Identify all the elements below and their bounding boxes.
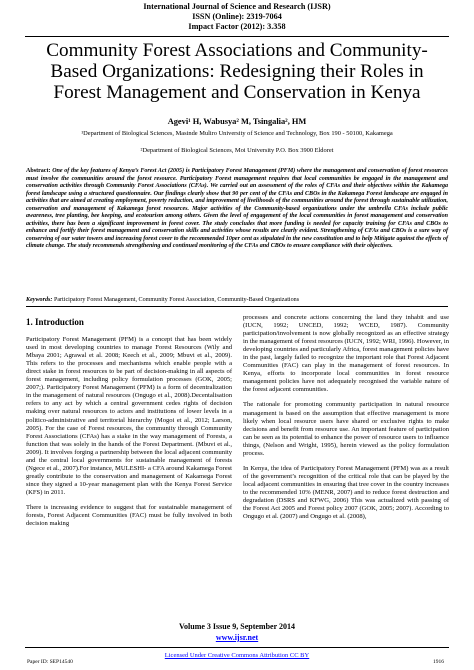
paper-id: Paper ID: SEP14540 bbox=[27, 659, 73, 665]
footer-divider bbox=[25, 647, 449, 648]
journal-header bbox=[0, 2, 474, 32]
paragraph: The rationale for promoting community participation in natural resource management is based on the assumption that effective management is more likely when local resource users have shared or exclusive rights to make decisions and benefit from resource use. An important feature of participation can be seen as its potential to enhance the power of resource users to influence things, (Nelson and Wright, 1995), herein viewed as the policy formulation process. bbox=[243, 401, 449, 457]
left-column bbox=[26, 318, 232, 535]
paragraph: There is increasing evidence to suggest that for sustainable management of forests, Forest Adjacent Communities (FAC) must be fully involved in both decision making bbox=[26, 503, 232, 528]
right-column bbox=[243, 314, 449, 528]
page-number: 1916 bbox=[433, 659, 444, 665]
journal-impact-factor: Impact Factor (2012): 3.358 bbox=[188, 22, 286, 31]
keywords-divider bbox=[26, 306, 448, 307]
abstract-label: Abstract: bbox=[26, 168, 51, 174]
footer-url[interactable] bbox=[0, 633, 474, 642]
paragraph: In Kenya, the idea of Participatory Forest Management (PFM) was as a result of the government’s recognition of the critical role that can be played by the local adjacent communities in ensuring that tree cover in the country increases to the recommended 10% (MENR, 2007) and to reduce forest destruction and degradation (DSRS and KFWG, 2006) This was actualized with passing of the Forest Act 2005 and Forest policy 2007 (GOK, 2005; 2007). According to Ongugo et al. (2007) and Ongugo et al. (2008), bbox=[243, 464, 449, 521]
license-link[interactable]: Licensed Under Creative Commons Attribution CC BY bbox=[164, 652, 310, 659]
journal-url-link[interactable]: www.ijsr.net bbox=[215, 633, 259, 642]
paragraph: Participatory Forest Management (PFM) is a concept that has been widely used in most developing countries to manage Forest Resources (Wily and Mbaya 2001; Agrawal et al. 2008; Keech et al., 2009; Mbuvi et al., 2009). This refers to the processes and mechanisms which enable people with a direct stake in forest resources to be part of decision-making in all aspects of forest management, including policy formulation processes (GOK, 2005; 2007;). Participatory Forest Management (PFM) is a form of decentralization in the management of natural resources (Ongugo et al., 2008).Decentalisation refers to any act by which a central government cedes rights of decision making over natural resources to actors and institutions of lower levels in a politico-administrative and territorial hierarchy (Mogoi et al., 2012; Larson, 2005). For the case of Forest resources, the community through Community Forest Associations (CFAs) has a stake in the way management of Forests, a function that was solely in the hands of the Forest Department. (Mbuvi et al., 2009). It involves forging a partnership between the local adjacent community and the central local governments for sustainable management of forests (Ngece et al., 2007).For instance, MULESHI- a CFA around Kakamega Forest greatly contribute to the conservation and management of Kakamega Forest since they signed a 10-year management plan with the Kenya Forest Service (KFS) in 2011. bbox=[26, 336, 232, 496]
keywords bbox=[26, 296, 448, 304]
keywords-text: Participatory Forest Management, Community Forest Association, Community-Based Organizations bbox=[53, 297, 300, 303]
keywords-label: Keywords: bbox=[26, 297, 53, 303]
journal-name: International Journal of Science and Research (IJSR) bbox=[143, 2, 331, 11]
abstract-text: One of the key features of Kenya’s Forest Act (2005) is Participatory Forest Management (PFM) where the management and conservation of forest resources must involve the communities around the forest resource. Participatory Forest management requires that local communities be engaged in the management and conservation activities through Community Forest Associations (CFAs). We carried out an assessment of the roles of CFAs and their objectives within the Kakamega forest landscape using a structured questionnaire. Our findings clearly show that 90 per cent of the CFAs and CBOs in the Kakamega Forest landscape are engaged in activities that are aimed at creating employment, poverty reduction, and improvement of livelihoods of the communities around the forest through sustainable utilization, conservation and management of Kakamega forest resources. Major activities of the Community-based organizations under the umbrella CFAs include public awareness, tree planting, bee keeping, and ecotourism among others. Given the level of engagement of the local communities in forest management and conservation activities, there has been a significant improvement in forest cover. The study concludes that more funding is needed for capacity training for CFAs and CBOs to enhance and fortify their forest management and conservation skills and activities whose results are clearly evident. Strengthening of CFAs and CBOs is a sure way of conserving of our water towers and increasing forest cover to the recommended 10per cent as stipulated in the new constitution and to help Mitigate against the effects of climate change. The study recommends strengthening and continued monitoring of the CFAs and CBOs to ensure compliance with their objectives. bbox=[26, 168, 448, 249]
affiliation-2: ²Department of Biological Sciences, Moi University P.O. Box 3900 Eldoret bbox=[140, 147, 334, 154]
affiliation-1: ¹Department of Biological Sciences, Masinde Muliro University of Science and Technology, Box 190 - 50100, Kakamega bbox=[81, 130, 393, 137]
paper-title: Community Forest Associations and Community-Based Organizations: Redesigning their Roles in Forest Management and Conservation in Kenya bbox=[46, 40, 428, 103]
footer-volume: Volume 3 Issue 9, September 2014 bbox=[178, 622, 295, 631]
header-divider bbox=[25, 36, 449, 37]
abstract bbox=[26, 168, 448, 251]
journal-issn: ISSN (Online): 2319-7064 bbox=[192, 12, 282, 21]
paragraph: processes and concrete actions concerning the land they inhabit and use (IUCN, 1992; UNCED, 1992; WCED, 1987). Community participation/involvement is now globally recognized as an effective strategy in the management of forest resources (IUCN, 1992; WRI, 1996). However, in developing countries and particularly Africa, forest management policies have in the past, largely failed to recognize the important role that Forest Adjacent Communities (FAC) can play in the management of forest resources. In Kenya, efforts to incorporate local communities in forest resource management policies have not adequately recognised the variable nature of the forest adjacent communities. bbox=[243, 314, 449, 394]
paper-authors: Agevi¹ H, Wabusya² M, Tsingalia², HM bbox=[167, 117, 307, 126]
section-heading: 1. Introduction bbox=[26, 317, 84, 327]
